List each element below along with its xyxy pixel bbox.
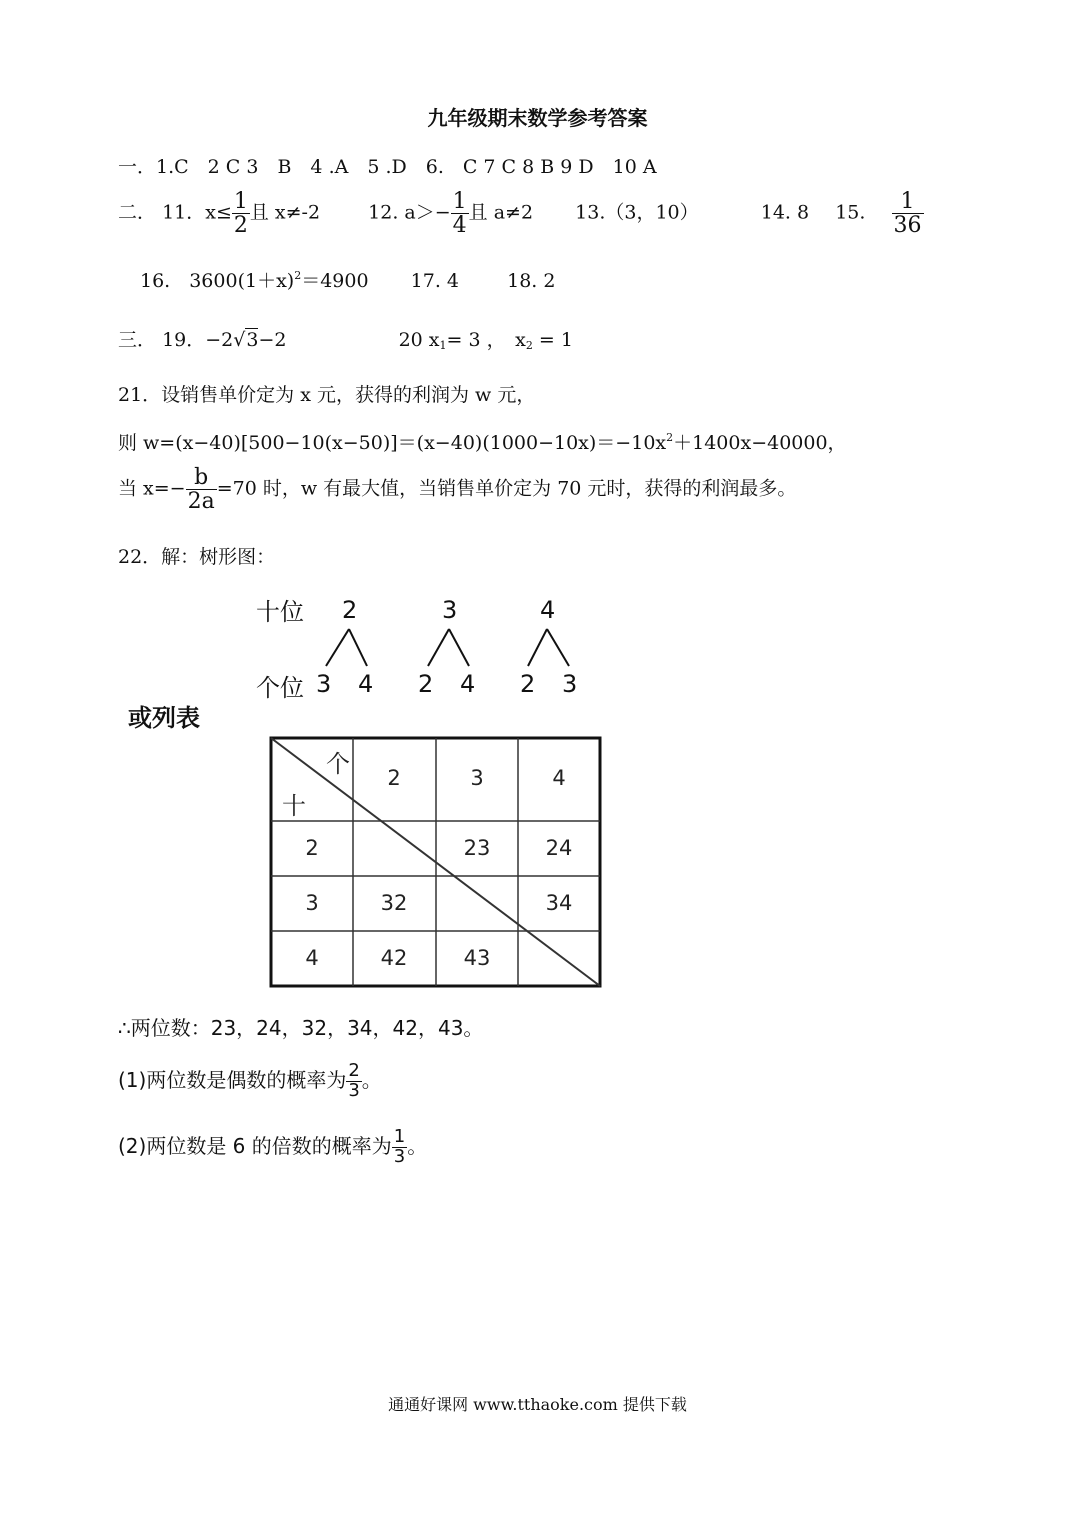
page-title: 九年级期末数学参考答案 [427,106,648,130]
table-cell: 32 [380,891,408,915]
p1-fraction: $\frac{2}{3}$ [348,1060,360,1101]
tree-leaf-3-left: 2 [520,670,536,698]
table-corner-bottom: 十 [282,792,306,820]
q21-fraction: $\frac{b}{2a}$ [187,465,215,515]
q13-text: 13.（3，10） [575,201,699,224]
row-header: 3 [305,891,319,915]
q21-line1: 21．设销售单价定为 x 元，获得的利润为 w 元， [118,384,536,406]
table-cell: 42 [380,946,408,970]
tree-top-1: 2 [342,596,358,624]
q22-heading: 22．解：树形图： [118,546,276,568]
table-cell: 24 [545,836,573,860]
q22-result: ∴两位数：23，24，32，34，42，43。 [118,1016,484,1040]
q17-text: 17. 4 [410,270,460,292]
q22-probability-2: (2)两位数是 6 的倍数的概率为 $\frac{1}{3}$ 。 [118,1126,428,1167]
table-cell: 34 [545,891,573,915]
q21-line3: 当 x=− $\frac{b}{2a}$ =70 时，w 有最大值，当销售单价定为 70 元时，获得的利润最多。 [118,465,797,515]
section-2-answers-cont: 16. $3600(1+x)^2=4900$ 17. 4 18. 2 [140,269,556,292]
table-corner-top: 个 [326,750,350,778]
q14-text: 14. 8 [760,201,810,224]
table-cell: 23 [463,836,491,860]
q11-rest: 且 x≠-2 [249,201,321,224]
tree-top-3: 4 [540,596,556,624]
q12-rest: 且 a≠2 [468,201,534,224]
section-3-prefix: 三． [118,329,157,351]
tree-ones-label: 个位 [256,674,304,702]
col-header: 2 [387,766,401,790]
or-table-label: 或列表 [128,704,200,732]
q21-line2: 则 $w=(x-40)[500-10(x-50)]=(x-40)(1000-10x)=-10x^2+1400x-40000$， [118,431,847,454]
col-header: 4 [552,766,566,790]
tree-leaf-1-left: 3 [316,670,332,698]
section-2-prefix: 二． [118,201,157,224]
section-1-prefix: 一． [118,156,157,178]
tree-tens-label: 十位 [256,598,304,626]
page-footer: 通通好课网 www.tthaoke.com 提供下载 [388,1395,687,1414]
table-cell: 43 [463,946,491,970]
sqrt-icon: √ [233,329,246,351]
q18-text: 18. 2 [507,270,556,292]
q11-text: 11．x≤ [162,201,232,224]
tree-top-2: 3 [442,596,458,624]
q19-text: 19．−2 [162,329,234,351]
q11-fraction: $\frac{1}{2}$ [233,189,248,239]
section-3-answers: 三． 19．−2√3−2 20 $x_1= 3$ ， $x_2 = 1$ [118,329,573,352]
row-header: 2 [305,836,319,860]
row-header: 4 [305,946,319,970]
q15-text: 15. [835,201,866,224]
q15-fraction: $\frac{1}{36}$ [893,189,922,239]
q12-fraction: $\frac{1}{4}$ [452,189,467,239]
q12-text: 12. a＞− [368,201,451,224]
q16-text: 16. 3600(1＋x) [140,270,295,292]
q22-probability-1: (1)两位数是偶数的概率为 $\frac{2}{3}$ 。 [118,1060,382,1101]
section-1-text: 1.C 2 C 3 B 4 .A 5 .D 6. C 7 C 8 B 9 D 10 A [156,156,657,178]
q20-text: 20 $x_1= 3$ ， $x_2 = 1$ [398,329,573,352]
p2-fraction: $\frac{1}{3}$ [393,1126,406,1167]
col-header: 3 [470,766,484,790]
tree-leaf-2-right: 4 [460,670,476,698]
tree-leaf-1-right: 4 [358,670,374,698]
tree-leaf-2-left: 2 [418,670,434,698]
tree-leaf-3-right: 3 [562,670,578,698]
